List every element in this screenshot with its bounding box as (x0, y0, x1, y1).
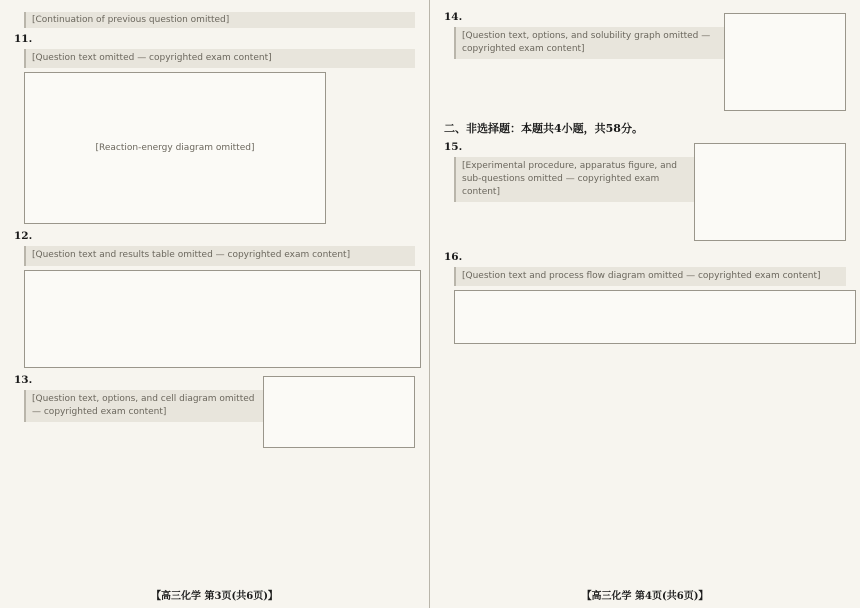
question-number: 12. (14, 230, 33, 243)
elided-text: [Experimental procedure, apparatus figure, and sub-questions omitted — copyrighted exam content] (454, 157, 846, 202)
solubility-graph-placeholder (724, 13, 846, 111)
elided-text: [Question text and process flow diagram omitted — copyrighted exam content] (454, 267, 846, 286)
elided-text: [Question text, options, and cell diagram omitted — copyrighted exam content] (24, 390, 415, 422)
question-11 (14, 32, 415, 224)
results-table-placeholder (24, 270, 421, 368)
question-16 (444, 250, 846, 344)
elided-text: [Question text omitted — copyrighted exam content] (24, 49, 415, 68)
question-number: 16. (444, 251, 463, 263)
question-number: 14. (444, 11, 463, 23)
question-13 (14, 373, 415, 452)
page-4 (430, 0, 860, 608)
apparatus-diagram-placeholder (694, 143, 846, 241)
page-footer: 【高三化学 第3页(共6页)】 (151, 591, 278, 602)
question-12 (14, 229, 415, 367)
continuation-note: [Continuation of previous question omitted] (24, 12, 415, 28)
elided-text: [Question text and results table omitted — copyrighted exam content] (24, 246, 415, 265)
section-title: 二、非选择题：本题共4小题，共58分。 (444, 122, 643, 135)
process-flow-placeholder (454, 290, 856, 344)
question-number: 11. (14, 33, 33, 45)
elided-text: [Question text, options, and solubility graph omitted — copyrighted exam content] (454, 27, 846, 59)
energy-diagram-placeholder: [Reaction-energy diagram omitted] (24, 72, 326, 224)
question-number: 13. (14, 373, 33, 386)
question-15 (444, 140, 846, 245)
question-14 (444, 10, 846, 115)
question-number: 15. (444, 141, 463, 153)
cell-diagram-placeholder (263, 376, 415, 448)
page-footer: 【高三化学 第4页(共6页)】 (581, 591, 709, 602)
